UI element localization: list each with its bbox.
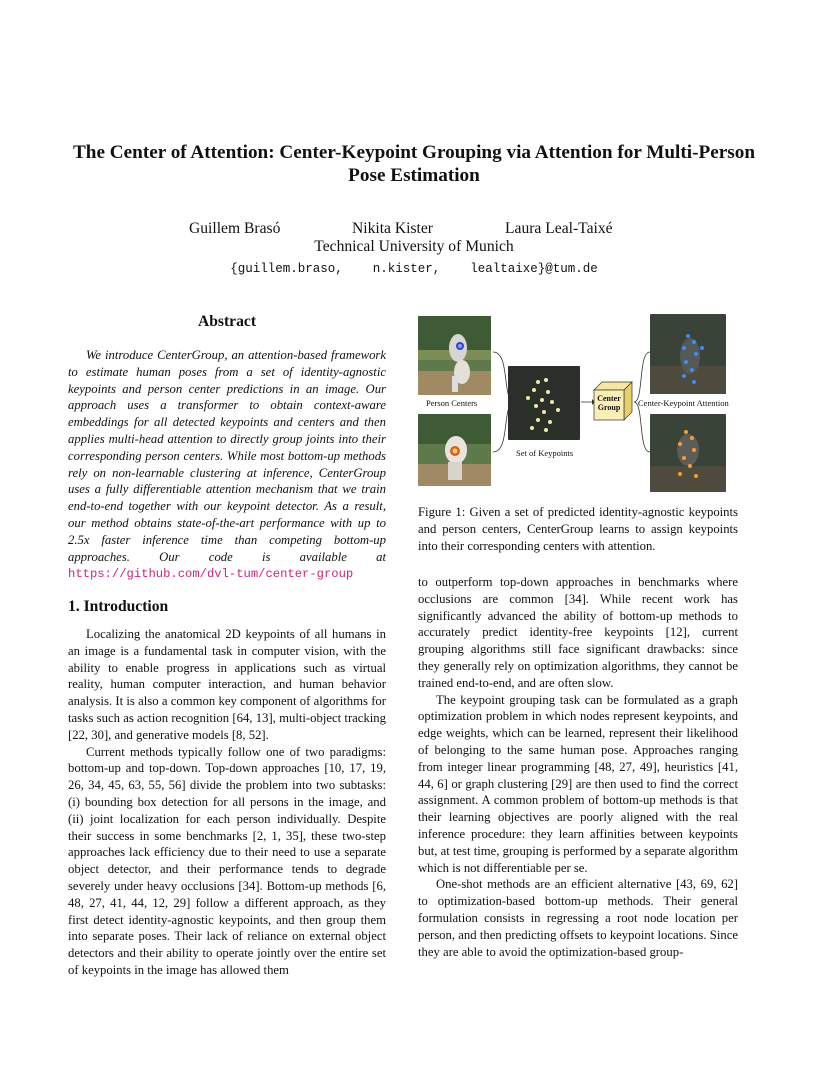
intro-right-column (418, 574, 738, 960)
abstract-heading: Abstract (197, 313, 257, 330)
abstract-text (68, 347, 386, 583)
keypoints-image (508, 366, 580, 440)
intro-paragraph-5: One-shot methods are an efficient alternative [43, 69, 62] to optimization-based bottom-up methods. Their general formulation consists in regressing a root node location per person, and then predicting offsets to keypoint locations. Since they are able to avoid the optimization-based group- (418, 877, 738, 959)
intro-paragraph-1: Localizing the anatomical 2D keypoints of all humans in an image is a fundamental task in computer vision, with the ability to enable progress in applications such as virtual reality, human computer interaction, and human behavior analysis. It is also a common key component of algorithms for tasks such as action recognition [64, 13], multi-object tracking [22, 30], and generative models [8, 52]. (68, 627, 386, 742)
paper-title: The Center of Attention: Center-Keypoint Grouping via Attention for Multi-Person Pose Estimation (73, 142, 755, 186)
attention-image-top (650, 314, 726, 394)
label-center-group: Center Group (597, 394, 621, 412)
person-centers-image-top (418, 316, 491, 395)
author-3: Laura Leal-Taixé (505, 220, 613, 237)
author-emails: {guillem.braso, n.kister, lealtaixe}@tum.de (230, 262, 598, 276)
code-url-link[interactable]: https://github.com/dvl-tum/center-group (68, 567, 354, 582)
label-attention: Center-Keypoint Attention (638, 398, 729, 408)
label-set-of-keypoints: Set of Keypoints (516, 448, 574, 458)
intro-left-column (68, 626, 386, 979)
section-heading-introduction: 1. Introduction (68, 598, 169, 615)
author-2: Nikita Kister (352, 220, 433, 237)
person-centers-image-bottom (418, 414, 491, 486)
intro-paragraph-4: The keypoint grouping task can be formulated as a graph optimization problem in which nodes represent keypoints, and edge weights, which can be learned, represent their likelihood of belonging to the same human pose. Approaches ranging from integer linear programming [48, 27, 49], heuristics [41, 44, 6] or graph clustering [29] are then used to find the correct assignment. A common problem of bottom-up methods is that their learning objectives are poorly aligned with the real inference procedure: they learn affinities between keypoints but, at test time, grouping is performed by a separate algorithm which is not differentiable per se. (418, 692, 738, 875)
author-1: Guillem Brasó (189, 220, 281, 237)
label-person-centers: Person Centers (426, 398, 478, 408)
figure-1-caption: Figure 1: Given a set of predicted identity-agnostic keypoints and person centers, CenterGroup learns to assign keypoints into their corresponding centers with attention. (418, 505, 738, 553)
attention-image-bottom (650, 414, 726, 492)
intro-paragraph-3: to outperform top-down approaches in benchmarks where occlusions are common [34]. While recent work has significantly advanced the ability of bottom-up methods to accurately predict identity-free keypoints [12], current grouping algorithms still face significant drawbacks: since they generally rely on optimization algorithms, they cannot be trained end-to-end, and are often slow. (418, 575, 738, 690)
affiliation: Technical University of Munich (314, 238, 514, 255)
abstract-body: We introduce CenterGroup, an attention-based framework to estimate human poses from a set of identity-agnostic keypoints and person center predictions in an image. Our approach uses a transformer to obtain context-aware embeddings for all detected keypoints and centers and then applies multi-head attention to directly group joints into their corresponding person centers. While most bottom-up methods rely on non-learnable clustering at inference, CenterGroup uses a fully differentiable attention mechanism that we train end-to-end together with our keypoint detector. As a result, our method obtains state-of-the-art performance with up to 2.5x faster inference time than competing bottom-up approaches. Our code is available at (68, 348, 386, 564)
figure-1 (418, 312, 738, 494)
intro-paragraph-2: Current methods typically follow one of two paradigms: bottom-up and top-down. Top-down approaches [10, 17, 19, 26, 34, 45, 63, 55, 56] divide the problem into two subtasks: (i) bounding box detection for all persons in the image, and (ii) joint localization for each person individually. Despite their success in some benchmarks [2, 1, 35], these two-step approaches lack efficiency due to their need to use a separate object detector, and their performance tends to degrade severely under heavy occlusions [34]. Bottom-up methods [6, 48, 27, 41, 44, 12, 29] follow a different approach, as they first detect identity-agnostic keypoints, and then group them into separate poses. Their lack of reliance on external object detectors and their ability to operate jointly over the entire set of keypoints in the image has allowed them (68, 744, 386, 977)
